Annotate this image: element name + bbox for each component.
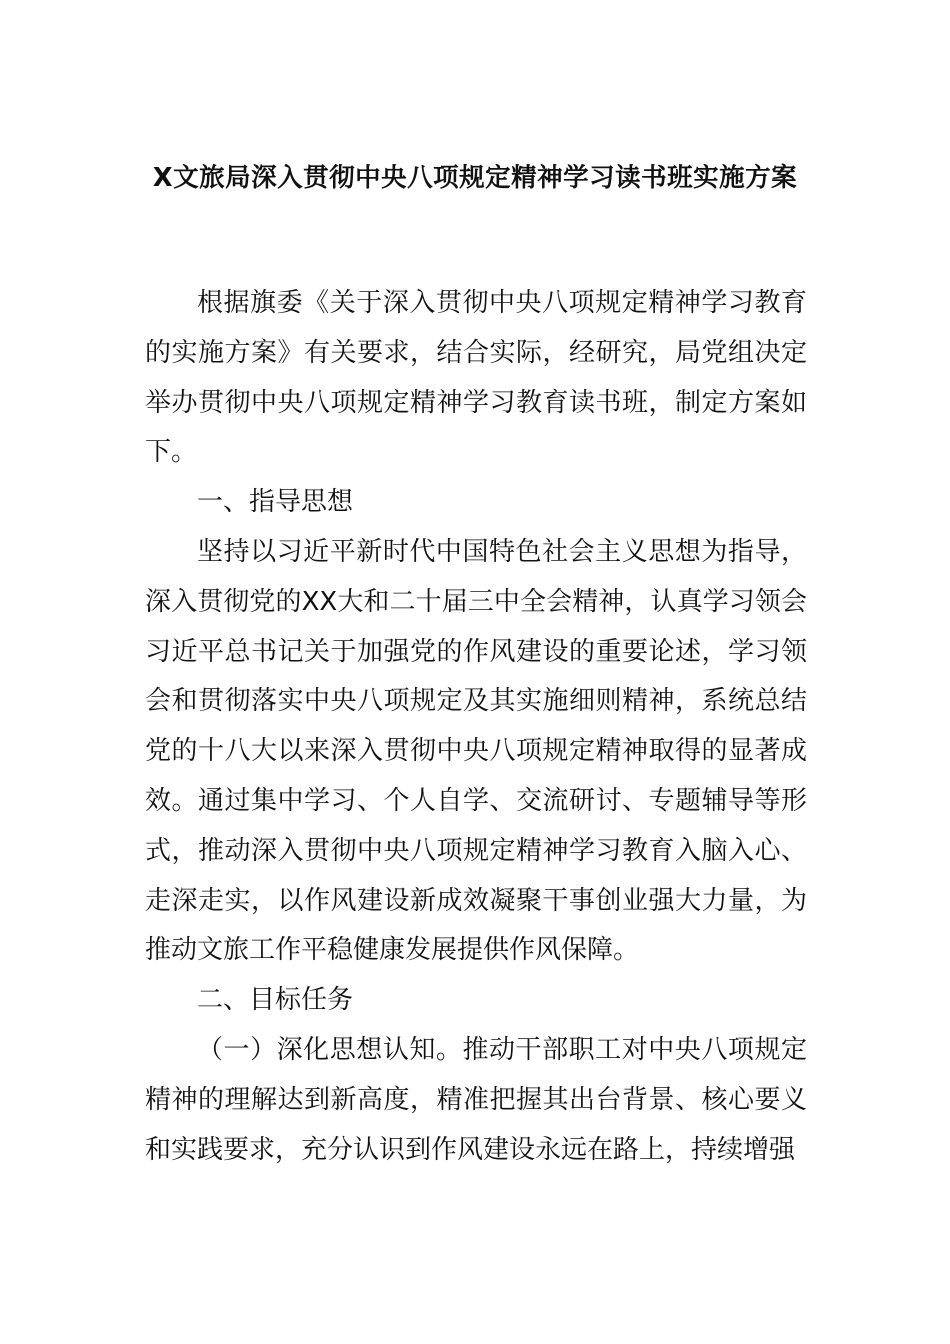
section-heading-goals-tasks: 二、目标任务 — [197, 985, 354, 1016]
document-title: X文旅局深入贯彻中央八项规定精神学习读书班实施方案 — [152, 163, 798, 193]
guiding-ideology-paragraph: 坚持以习近平新时代中国特色社会主义思想为指导，深入贯彻党的XX大和二十届三中全会精神，认真学习领会习近平总书记关于加强党的作风建设的重要论述，学习领会和贯彻落实中央八项规定及其实施细则精神，系统总结党的十八大以来深入贯彻中央八项规定精神取得的显著成效。通过集中学习、个人自学、交流研讨、专题辅导等形式，推动深入贯彻中央八项规定精神学习教育入脑入心、走深走实，以作风建设新成效凝聚干事创业强大力量，为推动文旅工作平稳健康发展提供作风保障。 — [145, 536, 807, 966]
document-body — [145, 279, 807, 1175]
section-heading-guiding-ideology: 一、指导思想 — [197, 487, 354, 518]
intro-paragraph: 根据旗委《关于深入贯彻中央八项规定精神学习教育的实施方案》有关要求，结合实际，经研究，局党组决定举办贯彻中央八项规定精神学习教育读书班，制定方案如下。 — [145, 288, 807, 468]
goals-tasks-paragraph-1: （一）深化思想认知。推动干部职工对中央八项规定精神的理解达到新高度，精准把握其出台背景、核心要义和实践要求，充分认识到作风建设永远在路上，持续增强 — [145, 1034, 807, 1165]
